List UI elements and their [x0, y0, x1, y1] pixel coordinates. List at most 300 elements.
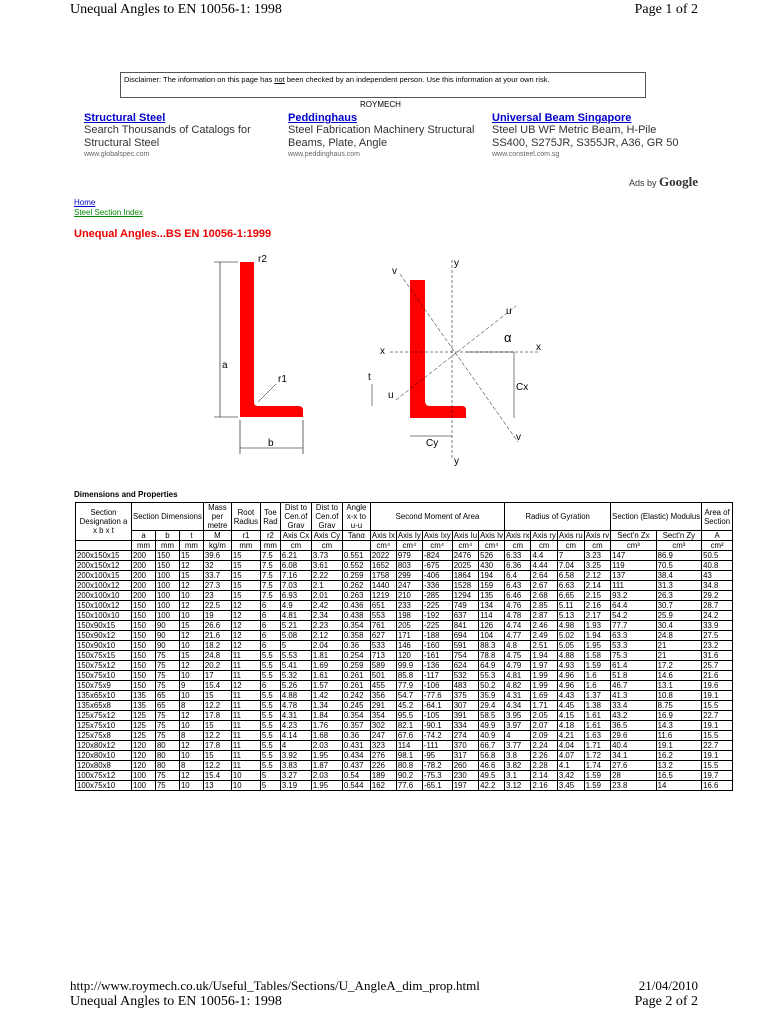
- label-y-top: y: [454, 258, 459, 269]
- table-row: [76, 761, 733, 771]
- subheader-cell: Axis ry: [532, 531, 556, 540]
- table-cell: 6: [260, 611, 280, 621]
- table-cell: 2.03: [311, 741, 342, 751]
- table-cell: 2.42: [311, 601, 342, 611]
- table-cell: 90: [155, 621, 179, 631]
- ad-description: Search Thousands of Catalogs for Structural Steel: [84, 124, 251, 149]
- table-cell: 2.17: [584, 611, 610, 621]
- section-designation-cell: 150x100x12: [76, 601, 132, 611]
- table-row: [76, 601, 733, 611]
- table-cell: 317: [452, 751, 478, 761]
- table-cell: 0.552: [342, 561, 370, 571]
- units-cell: cm⁴: [396, 541, 422, 551]
- subheader-cell: Axis Cy: [311, 531, 342, 541]
- table-cell: 54.2: [611, 611, 656, 621]
- table-cell: 1.69: [531, 691, 557, 701]
- section-designation-cell: 100x75x12: [76, 771, 132, 781]
- table-cell: 2.24: [531, 741, 557, 751]
- table-cell: 17.8: [203, 741, 231, 751]
- table-cell: 24.2: [702, 611, 733, 621]
- table-cell: 0.36: [342, 641, 370, 651]
- table-cell: 6: [260, 681, 280, 691]
- table-cell: 15: [179, 551, 203, 561]
- table-cell: 98.1: [396, 751, 422, 761]
- table-cell: 12: [231, 641, 260, 651]
- table-cell: 1652: [370, 561, 396, 571]
- table-cell: 375: [452, 691, 478, 701]
- table-cell: 11: [231, 721, 260, 731]
- table-cell: 13.1: [656, 681, 701, 691]
- table-cell: 45.2: [396, 701, 422, 711]
- table-cell: 11: [231, 761, 260, 771]
- subheader-cell: Axis Iy: [397, 531, 421, 540]
- col-dist-cy: Dist to Cen.of Grav: [311, 503, 342, 531]
- table-cell: -65.1: [422, 781, 452, 791]
- table-cell: 4.31: [280, 711, 311, 721]
- label-x-left: x: [380, 346, 385, 357]
- table-cell: 198: [396, 611, 422, 621]
- table-cell: 200: [132, 571, 156, 581]
- table-cell: 0.263: [342, 591, 370, 601]
- table-cell: 29.6: [611, 731, 656, 741]
- col-section-modulus: Section (Elastic) Modulus: [611, 503, 702, 531]
- table-cell: 16.6: [702, 781, 733, 791]
- table-cell: 6.93: [280, 591, 311, 601]
- table-cell: 1.59: [584, 661, 610, 671]
- table-cell: 0.245: [342, 701, 370, 711]
- table-cell: 4.93: [557, 661, 584, 671]
- table-cell: 19.1: [702, 721, 733, 731]
- section-designation-cell: 125x75x8: [76, 731, 132, 741]
- print-header-title: Unequal Angles to EN 10056-1: 1998: [70, 2, 282, 17]
- table-cell: 12: [231, 601, 260, 611]
- table-cell: 3.8: [505, 751, 531, 761]
- table-cell: 10: [179, 781, 203, 791]
- table-cell: 150: [132, 601, 156, 611]
- table-row: [76, 701, 733, 711]
- table-cell: 210: [396, 591, 422, 601]
- table-cell: -225: [422, 621, 452, 631]
- subheader-cell: t: [179, 531, 203, 541]
- table-cell: 23.2: [702, 641, 733, 651]
- table-cell: 3.77: [505, 741, 531, 751]
- section-designation-cell: 150x75x10: [76, 671, 132, 681]
- table-cell: 1.37: [584, 691, 610, 701]
- table-cell: 651: [370, 601, 396, 611]
- table-cell: 10: [179, 591, 203, 601]
- table-cell: 7: [557, 551, 584, 561]
- table-cell: 4.74: [505, 621, 531, 631]
- table-cell: 27.5: [702, 631, 733, 641]
- table-cell: 4.77: [505, 631, 531, 641]
- table-cell: 3.92: [280, 751, 311, 761]
- table-cell: 15: [231, 551, 260, 561]
- table-cell: 323: [370, 741, 396, 751]
- ad-structural-steel[interactable]: [84, 112, 274, 158]
- table-cell: 85.8: [396, 671, 422, 681]
- table-cell: 23.8: [611, 781, 656, 791]
- table-cell: 0.262: [342, 581, 370, 591]
- units-row: [76, 541, 733, 551]
- table-cell: 2.16: [531, 781, 557, 791]
- ad-description: Steel UB WF Metric Beam, H-Pile SS400, S275JR, S355JR, A36, GR 50: [492, 124, 679, 149]
- table-cell: -90.1: [422, 721, 452, 731]
- table-cell: 2.12: [584, 571, 610, 581]
- table-cell: 430: [479, 561, 505, 571]
- table-cell: 55.3: [479, 671, 505, 681]
- label-v-bottom: v: [516, 432, 521, 443]
- table-cell: 125: [132, 711, 156, 721]
- table-cell: 4.43: [557, 691, 584, 701]
- ads-by-google[interactable]: [629, 174, 698, 190]
- table-cell: 162: [370, 781, 396, 791]
- table-cell: 31.3: [656, 581, 701, 591]
- table-cell: 125: [132, 721, 156, 731]
- table-cell: 30.7: [656, 601, 701, 611]
- ad-peddinghaus[interactable]: [288, 112, 478, 158]
- table-cell: 6: [260, 641, 280, 651]
- table-cell: 1.94: [584, 631, 610, 641]
- table-cell: 6: [260, 631, 280, 641]
- table-cell: 0.261: [342, 681, 370, 691]
- subheader-cell: r1: [231, 531, 260, 541]
- subheader-cell: Axis Ix: [371, 531, 395, 540]
- ad-title[interactable]: Structural Steel: [84, 112, 166, 124]
- table-cell: 307: [452, 701, 478, 711]
- table-cell: 11: [231, 651, 260, 661]
- table-cell: 5.5: [260, 761, 280, 771]
- col-dimensions: Section Dimensions: [132, 503, 204, 531]
- table-cell: 32: [203, 561, 231, 571]
- subheader-cell: M: [203, 531, 231, 541]
- table-cell: 6.58: [557, 571, 584, 581]
- ad-title[interactable]: Universal Beam Singapore: [492, 112, 632, 124]
- table-row: [76, 721, 733, 731]
- table-cell: 24.8: [203, 651, 231, 661]
- table-cell: 150: [132, 681, 156, 691]
- table-cell: 4.8: [505, 641, 531, 651]
- table-cell: 63.3: [611, 631, 656, 641]
- table-cell: 15.4: [203, 681, 231, 691]
- table-cell: 15: [231, 571, 260, 581]
- table-cell: 14: [656, 781, 701, 791]
- units-cell: [342, 541, 370, 551]
- table-cell: 1.95: [311, 781, 342, 791]
- table-cell: 19.7: [702, 771, 733, 781]
- table-cell: 33.4: [611, 701, 656, 711]
- table-cell: 1.71: [584, 741, 610, 751]
- table-cell: 46.7: [611, 681, 656, 691]
- subheader-row: [76, 531, 733, 541]
- table-cell: 299: [396, 571, 422, 581]
- table-cell: 749: [452, 601, 478, 611]
- table-cell: 120: [132, 761, 156, 771]
- table-cell: 260: [452, 761, 478, 771]
- ad-universal-beam[interactable]: [492, 112, 692, 158]
- steel-section-index-link[interactable]: Steel Section Index: [74, 208, 143, 217]
- table-cell: 75: [155, 771, 179, 781]
- units-cell-empty: [76, 541, 132, 551]
- ad-title[interactable]: Peddinghaus: [288, 112, 358, 124]
- table-cell: 1.61: [311, 671, 342, 681]
- table-cell: 1219: [370, 591, 396, 601]
- table-cell: 171: [396, 631, 422, 641]
- table-cell: 17.8: [203, 711, 231, 721]
- table-cell: 25.9: [656, 611, 701, 621]
- subheader-cell: r2: [260, 531, 280, 541]
- table-cell: 40.9: [479, 731, 505, 741]
- table-cell: 10: [179, 751, 203, 761]
- ad-description: Steel Fabrication Machinery Structural Beams, Plate, Angle: [288, 124, 475, 149]
- table-cell: 13: [203, 781, 231, 791]
- table-cell: -95: [422, 751, 452, 761]
- table-cell: 61.4: [611, 661, 656, 671]
- table-cell: 627: [370, 631, 396, 641]
- table-cell: 21: [656, 641, 701, 651]
- table-cell: 22.7: [702, 711, 733, 721]
- subheader-cell: Tanα: [342, 531, 370, 541]
- table-cell: 713: [370, 651, 396, 661]
- ad-url[interactable]: www.globalspec.com: [84, 151, 150, 158]
- table-cell: 16.5: [656, 771, 701, 781]
- label-a: a: [222, 360, 228, 371]
- table-cell: 5.53: [280, 651, 311, 661]
- table-cell: 276: [370, 751, 396, 761]
- table-row: [76, 731, 733, 741]
- table-cell: 4.88: [557, 651, 584, 661]
- table-cell: 1.87: [311, 761, 342, 771]
- angle-section-diagram: [200, 250, 540, 470]
- units-cell: cm: [311, 541, 342, 551]
- table-cell: 200: [132, 551, 156, 561]
- subheader-cell: a: [132, 531, 156, 541]
- col-angle: Angle x-x to u-u: [342, 503, 370, 531]
- table-cell: 12.2: [203, 761, 231, 771]
- table-cell: 0.434: [342, 751, 370, 761]
- table-cell: 39.6: [203, 551, 231, 561]
- units-cell: cm: [557, 541, 584, 551]
- table-cell: 5.02: [557, 631, 584, 641]
- table-cell: 33.9: [702, 621, 733, 631]
- table-cell: 1.76: [311, 721, 342, 731]
- table-cell: 27.6: [611, 761, 656, 771]
- subheader-cell: Axis Ixy: [423, 531, 451, 540]
- table-row: [76, 781, 733, 791]
- table-cell: 1.58: [584, 651, 610, 661]
- table-cell: 100: [155, 611, 179, 621]
- section-designation-cell: 200x100x15: [76, 571, 132, 581]
- table-cell: 5.5: [260, 731, 280, 741]
- table-cell: 54.7: [396, 691, 422, 701]
- table-cell: 10: [179, 671, 203, 681]
- label-cx: Cx: [516, 382, 529, 393]
- table-row: [76, 671, 733, 681]
- table-cell: 11: [231, 691, 260, 701]
- table-cell: 5.26: [280, 681, 311, 691]
- units-cell: cm²: [702, 541, 733, 551]
- left-angle-shape: [240, 262, 303, 417]
- table-cell: 5: [280, 641, 311, 651]
- table-cell: 16.2: [656, 751, 701, 761]
- table-cell: 11: [231, 751, 260, 761]
- table-cell: 28: [611, 771, 656, 781]
- table-cell: 3.23: [584, 551, 610, 561]
- table-cell: 7.04: [557, 561, 584, 571]
- table-cell: 11: [231, 701, 260, 711]
- table-cell: 4.4: [531, 551, 557, 561]
- footer-date: 21/04/2010: [638, 978, 698, 993]
- table-cell: 10: [179, 721, 203, 731]
- table-cell: 334: [452, 721, 478, 731]
- table-cell: 200: [132, 591, 156, 601]
- table-cell: 0.36: [342, 731, 370, 741]
- table-cell: 2.64: [531, 571, 557, 581]
- table-row: [76, 621, 733, 631]
- table-cell: 1.81: [311, 651, 342, 661]
- table-cell: 43.2: [611, 711, 656, 721]
- table-cell: 4.45: [557, 701, 584, 711]
- table-cell: 2.26: [531, 751, 557, 761]
- table-cell: 0.437: [342, 761, 370, 771]
- table-cell: 0.544: [342, 781, 370, 791]
- table-cell: 1528: [452, 581, 478, 591]
- table-row: [76, 551, 733, 561]
- home-link[interactable]: Home: [74, 198, 96, 207]
- units-cell: cm⁴: [479, 541, 505, 551]
- table-cell: 19.6: [702, 681, 733, 691]
- subheader-cell: Axis rv: [585, 531, 610, 540]
- label-u-bottom: u: [388, 390, 394, 401]
- table-cell: 2.22: [311, 571, 342, 581]
- table-cell: 1.99: [531, 681, 557, 691]
- section-designation-cell: 150x75x9: [76, 681, 132, 691]
- table-cell: 12: [231, 681, 260, 691]
- table-cell: 2.14: [584, 581, 610, 591]
- table-cell: 2476: [452, 551, 478, 561]
- table-cell: 7.5: [260, 571, 280, 581]
- table-cell: 22.5: [203, 601, 231, 611]
- table-cell: 4.81: [280, 611, 311, 621]
- table-cell: 90: [155, 631, 179, 641]
- table-cell: 3.12: [505, 781, 531, 791]
- table-cell: 501: [370, 671, 396, 681]
- units-cell: cm³: [611, 541, 656, 551]
- units-cell: kg/m: [203, 541, 231, 551]
- section-designation-cell: 150x100x10: [76, 611, 132, 621]
- table-row: [76, 741, 733, 751]
- table-cell: 6.36: [505, 561, 531, 571]
- table-cell: 3.42: [557, 771, 584, 781]
- table-cell: 247: [370, 731, 396, 741]
- table-cell: 29.2: [702, 591, 733, 601]
- table-cell: 5.5: [260, 651, 280, 661]
- table-cell: 2.01: [311, 591, 342, 601]
- table-cell: 483: [452, 681, 478, 691]
- table-cell: 75: [155, 731, 179, 741]
- subheader-cell: Axis Iv: [480, 531, 504, 540]
- table-cell: 9: [179, 681, 203, 691]
- table-cell: 135: [132, 701, 156, 711]
- section-designation-cell: 200x100x10: [76, 591, 132, 601]
- table-row: [76, 751, 733, 761]
- table-cell: 33.7: [203, 571, 231, 581]
- table-cell: 0.242: [342, 691, 370, 701]
- table-cell: 354: [370, 711, 396, 721]
- table-cell: 86.9: [656, 551, 701, 561]
- table-cell: 56.8: [479, 751, 505, 761]
- table-cell: 12: [179, 631, 203, 641]
- table-cell: 119: [611, 561, 656, 571]
- table-cell: 99.9: [396, 661, 422, 671]
- table-cell: 10: [179, 641, 203, 651]
- table-cell: 40.4: [611, 741, 656, 751]
- table-cell: 5.5: [260, 721, 280, 731]
- table-cell: 2025: [452, 561, 478, 571]
- footer-title: Unequal Angles to EN 10056-1: 1998: [70, 994, 282, 1009]
- table-cell: 2.68: [531, 591, 557, 601]
- table-cell: 694: [452, 631, 478, 641]
- section-designation-cell: 120x80x10: [76, 751, 132, 761]
- table-cell: 21.6: [203, 631, 231, 641]
- table-cell: -225: [422, 601, 452, 611]
- units-cell: cm⁴: [452, 541, 478, 551]
- table-cell: 200: [132, 581, 156, 591]
- table-cell: 15: [179, 621, 203, 631]
- table-cell: 1294: [452, 591, 478, 601]
- table-cell: 75: [155, 671, 179, 681]
- table-cell: 114: [396, 741, 422, 751]
- table-cell: 4.98: [557, 621, 584, 631]
- table-cell: 3.25: [584, 561, 610, 571]
- table-cell: 5.5: [260, 661, 280, 671]
- table-row: [76, 631, 733, 641]
- table-cell: 27.3: [203, 581, 231, 591]
- table-cell: 1758: [370, 571, 396, 581]
- table-cell: 2.14: [531, 771, 557, 781]
- table-cell: 7.5: [260, 591, 280, 601]
- table-cell: 50.5: [702, 551, 733, 561]
- subheader-cell: b: [155, 531, 179, 541]
- table-cell: 2.87: [531, 611, 557, 621]
- ad-url[interactable]: www.consteel.com.sg: [492, 151, 560, 158]
- label-r1: r1: [278, 374, 287, 385]
- ad-url[interactable]: www.peddinghaus.com: [288, 151, 360, 158]
- table-cell: 3.83: [280, 761, 311, 771]
- table-cell: 66.7: [479, 741, 505, 751]
- units-cell: mm: [231, 541, 260, 551]
- table-cell: -406: [422, 571, 452, 581]
- table-cell: 120: [396, 651, 422, 661]
- table-cell: -285: [422, 591, 452, 601]
- table-cell: -74.2: [422, 731, 452, 741]
- table-cell: -824: [422, 551, 452, 561]
- table-cell: 70.5: [656, 561, 701, 571]
- section-designation-cell: 200x100x12: [76, 581, 132, 591]
- table-cell: 4.82: [505, 681, 531, 691]
- table-cell: 75: [155, 651, 179, 661]
- table-cell: 6.33: [505, 551, 531, 561]
- table-cell: 75: [155, 711, 179, 721]
- table-cell: 4.14: [280, 731, 311, 741]
- table-cell: 205: [396, 621, 422, 631]
- table-cell: 1.38: [584, 701, 610, 711]
- table-cell: 150: [132, 641, 156, 651]
- section-designation-cell: 150x90x10: [76, 641, 132, 651]
- table-cell: 3.97: [505, 721, 531, 731]
- table-cell: 111: [611, 581, 656, 591]
- table-cell: 4.78: [505, 611, 531, 621]
- section-designation-cell: 150x75x15: [76, 651, 132, 661]
